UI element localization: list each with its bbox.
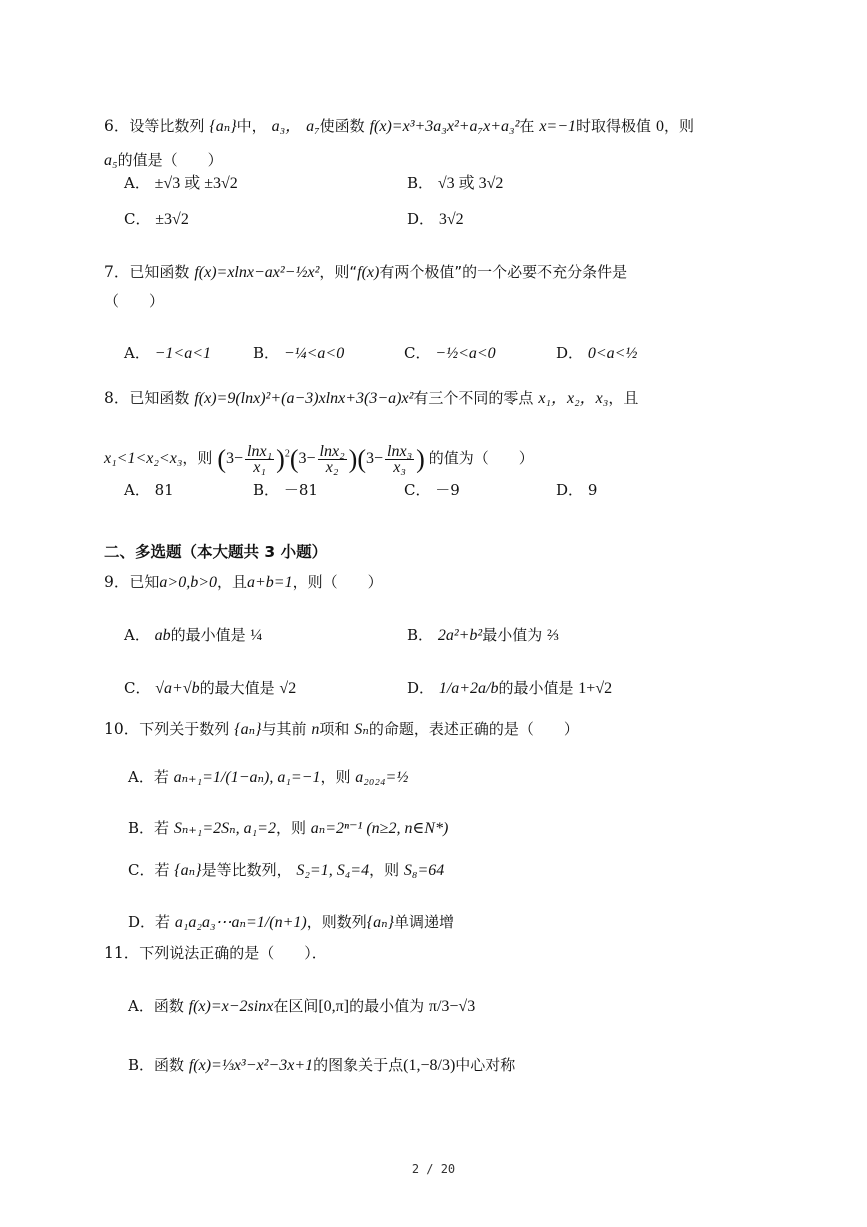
option-label: B．: [253, 344, 280, 362]
text: 与其前: [261, 720, 307, 738]
math: a₇: [306, 118, 320, 135]
math: aₙ₊₁=1/(1−aₙ), a₁=−1: [173, 769, 321, 786]
option-label: C．: [128, 861, 155, 879]
math: a₅: [104, 152, 118, 169]
q9-option-c[interactable]: [124, 678, 296, 699]
option-label: D．: [407, 210, 435, 228]
question-number: 11．: [104, 944, 140, 962]
question-11: [104, 943, 327, 963]
question-number: 8．: [104, 389, 130, 407]
option-text: 3√2: [438, 211, 464, 228]
option-label: B．: [128, 1056, 155, 1074]
text: （ ）: [104, 292, 165, 310]
option-label: D．: [407, 679, 435, 697]
option-text: 81: [154, 481, 174, 499]
option-text: 9: [587, 481, 598, 499]
question-number: 9．: [104, 573, 130, 591]
text: 已知函数: [129, 389, 190, 407]
text: 有两个极值”的一个必要不充分条件是: [379, 263, 628, 281]
option-text: 0<a<½: [587, 345, 638, 362]
question-7: [104, 262, 627, 283]
page-number: 2 / 20: [411, 1162, 456, 1176]
q9-option-a[interactable]: [124, 625, 262, 646]
q7-option-c[interactable]: [404, 343, 496, 364]
q7-option-b[interactable]: [253, 343, 344, 364]
text: 已知: [129, 573, 160, 591]
q7-option-d[interactable]: [556, 343, 637, 364]
text: 若: [153, 768, 169, 786]
text: 下列关于数列: [139, 720, 230, 738]
math: aₙ=2ⁿ⁻¹ (n≥2, n∈N*): [310, 820, 449, 837]
q11-option-b[interactable]: [128, 1055, 515, 1076]
text: 中心对称: [455, 1056, 516, 1074]
q11-option-a[interactable]: [128, 996, 475, 1017]
text: 若: [154, 819, 170, 837]
text: ，则“: [319, 263, 358, 281]
text: 的图象关于点: [313, 1056, 404, 1074]
question-number: 10．: [104, 720, 140, 738]
option-label: D．: [128, 913, 156, 931]
q10-option-b[interactable]: [128, 818, 448, 839]
math: Sₙ: [354, 721, 369, 738]
math: √2: [279, 680, 297, 697]
option-text: ±3√2: [155, 211, 189, 228]
q8-option-a[interactable]: [124, 480, 174, 500]
math: {aₙ}: [209, 118, 237, 135]
option-label: D．: [556, 481, 584, 499]
math: f(x)=9(lnx)²+(a−3)xlnx+3(3−a)x²: [194, 390, 414, 407]
option-label: A．: [124, 481, 150, 499]
math: ab: [154, 627, 171, 644]
math: ¼: [250, 627, 263, 644]
text: 中，: [236, 117, 267, 135]
text: ，且: [608, 389, 639, 407]
option-label: B．: [407, 174, 434, 192]
option-label: B．: [407, 626, 434, 644]
math: a₁a₂a₃⋯aₙ=1/(n+1): [174, 914, 307, 931]
option-label: D．: [556, 344, 584, 362]
question-9: [104, 572, 383, 593]
q10-option-c[interactable]: [128, 860, 444, 881]
math: Sₙ₊₁=2Sₙ, a₁=2: [173, 820, 276, 837]
text: 使函数: [319, 117, 365, 135]
math: x=−1: [539, 118, 577, 135]
math: ⅔: [547, 627, 559, 644]
text: 的最小值是: [498, 679, 574, 697]
math: S₈=64: [403, 862, 445, 879]
text: 有三个不同的零点: [413, 389, 534, 407]
option-label: C．: [404, 344, 431, 362]
q10-option-d[interactable]: [128, 912, 454, 933]
text: 已知函数: [129, 263, 190, 281]
text: 的值是（ ）: [117, 151, 223, 169]
math: (1,−8/3): [403, 1057, 456, 1074]
text: 项和: [319, 720, 350, 738]
option-text: －81: [283, 481, 318, 499]
math: a>0,b>0: [159, 574, 217, 591]
option-text: －9: [435, 481, 460, 499]
text: 时取得极值: [576, 117, 652, 135]
question-7-line2: [104, 291, 164, 311]
text: 的最小值是: [170, 626, 246, 644]
math: f(x)=x−2sinx: [188, 998, 274, 1015]
option-label: A．: [128, 997, 154, 1015]
text: 若: [155, 913, 171, 931]
text: ，则: [320, 768, 351, 786]
text: 在区间: [273, 997, 319, 1015]
math: {aₙ}: [174, 862, 202, 879]
math: [0,π]: [318, 998, 350, 1015]
q10-option-a[interactable]: [128, 767, 408, 788]
math: a₂₀₂₄=½: [355, 769, 409, 786]
question-number: 7．: [104, 263, 130, 281]
text: 函数: [153, 997, 184, 1015]
section-title: 二、多选题（本大题共 3 小题）: [104, 543, 328, 561]
option-label: B．: [253, 481, 280, 499]
text: 在: [519, 117, 535, 135]
text: 最小值为: [482, 626, 543, 644]
option-label: B．: [128, 819, 155, 837]
text: ，则: [275, 819, 306, 837]
math: π/3−√3: [428, 998, 476, 1015]
text: ，则: [182, 449, 213, 468]
option-label: C．: [124, 679, 151, 697]
text: 的值为（ ）: [428, 449, 534, 468]
option-label: C．: [404, 481, 431, 499]
option-text: ±√3 或 ±3√2: [154, 175, 238, 192]
math: x₁<1<x₂<x₃: [104, 450, 183, 468]
q6-option-a[interactable]: [124, 173, 238, 194]
text: ，则: [369, 861, 400, 879]
question-10: [104, 719, 579, 740]
q8-option-d[interactable]: [556, 480, 597, 500]
math: 1/a+2a/b: [438, 680, 499, 697]
math: n: [311, 721, 320, 738]
option-label: A．: [124, 626, 150, 644]
option-label: A．: [128, 768, 154, 786]
text: 若: [154, 861, 170, 879]
text: 的最小值为: [349, 997, 425, 1015]
math: 0: [655, 118, 664, 135]
q9-option-b[interactable]: [407, 625, 559, 646]
text: 设等比数列: [129, 117, 205, 135]
text: ，则: [663, 117, 694, 135]
q8-option-b[interactable]: [253, 480, 318, 500]
math: {aₙ}: [366, 914, 394, 931]
text: ，且: [216, 573, 247, 591]
option-text: −¼<a<0: [283, 345, 345, 362]
option-text: −½<a<0: [435, 345, 496, 362]
math: x₁，x₂，x₃: [538, 390, 609, 407]
option-label: A．: [124, 174, 150, 192]
question-number: 6．: [104, 117, 130, 135]
text: 单调递增: [394, 913, 455, 931]
text: 的命题，表述正确的是（ ）: [368, 720, 579, 738]
question-6-line2: [104, 150, 223, 171]
option-text: √3 或 3√2: [437, 175, 504, 192]
q6-option-b[interactable]: [407, 173, 503, 194]
q6-option-d[interactable]: [407, 209, 464, 230]
math: 1+√2: [578, 680, 613, 697]
q7-option-a[interactable]: [124, 343, 211, 364]
text: ，则数列: [306, 913, 367, 931]
math: {aₙ}: [234, 721, 262, 738]
math: f(x): [357, 264, 380, 281]
q9-option-d[interactable]: [407, 678, 612, 699]
question-8-line2: [104, 444, 534, 475]
option-label: C．: [124, 210, 151, 228]
math: S₂=1, S₄=4: [296, 862, 370, 879]
math: √a+√b: [155, 680, 200, 697]
text: 函数: [154, 1056, 185, 1074]
math: 2a²+b²: [437, 627, 483, 644]
text: 是等比数列，: [201, 861, 292, 879]
option-text: −1<a<1: [154, 345, 212, 362]
text: 的最大值是: [199, 679, 275, 697]
text: 下列说法正确的是（ ）．: [139, 944, 327, 962]
q8-option-c[interactable]: [404, 480, 460, 500]
text: ，则（ ）: [292, 573, 383, 591]
math: a₃，: [271, 118, 302, 135]
math: f(x)=xlnx−ax²−½x²: [194, 264, 320, 281]
product-expression: (3− $\frac{\text{lnx₁}}{\text{x₁}}$ )$^2$(3− $\frac{\text{lnx₂}}{\text{x₂}}$ )(3− $\frac{\text{lnx₃}}{\text{x₃}}$ ): [217, 443, 425, 476]
q6-option-c[interactable]: [124, 209, 189, 230]
math: a+b=1: [247, 574, 293, 591]
question-8: [104, 388, 638, 409]
math: f(x)=⅓x³−x²−3x+1: [188, 1057, 314, 1074]
math: f(x)=x³+3a₃x²+a₇x+a₃²: [369, 118, 520, 135]
option-label: A．: [124, 344, 150, 362]
question-6: [104, 116, 694, 137]
